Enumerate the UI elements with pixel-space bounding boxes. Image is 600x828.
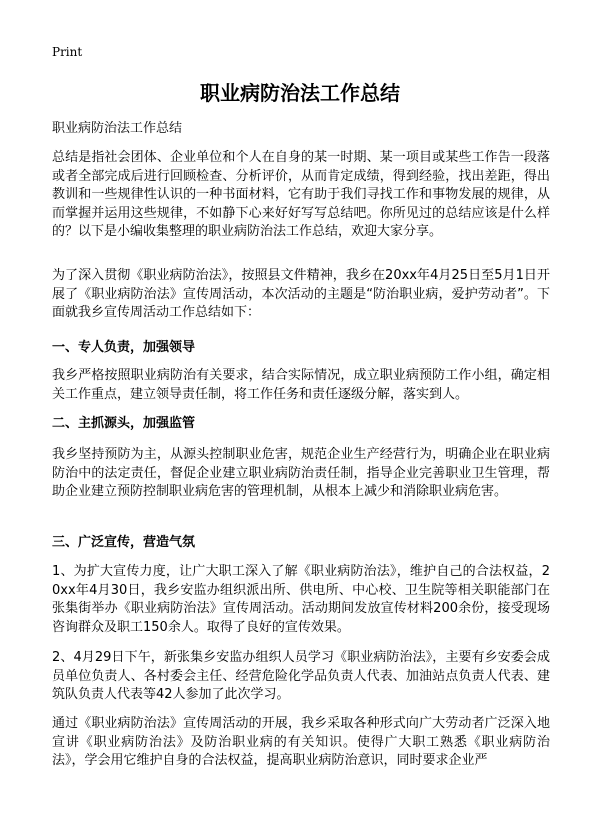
section1-heading: 一、专人负责，加强领导	[52, 340, 196, 355]
section2-heading: 二、主抓源头，加强监管	[52, 416, 196, 431]
section3-heading: 三、广泛宣传，营造气氛	[52, 535, 196, 550]
document-title: 职业病防治法工作总结	[200, 81, 400, 105]
section3-item-2: 2、4月29日下午，新张集乡安监办组织人员学习《职业病防治法》，主要有乡安委会成员单位负责人、各村委会主任、经营危险化学品负责人代表、加油站点负责人代表、建筑队负责人代表等42人参加了此次学习。	[52, 650, 550, 703]
document-subtitle: 职业病防治法工作总结	[52, 121, 183, 136]
intro-paragraph: 总结是指社会团体、企业单位和个人在自身的某一时期、某一项目或某些工作告一段落或者全部完成后进行回顾检查、分析评价，从而肯定成绩，得到经验，找出差距，得出教训和一些规律性认识的一种书面材料，它有助于我们寻找工作和事物发展的规律，从而掌握并运用这些规律，不如静下心来好好写写总结吧。你所见过的总结应该是什么样的？以下是小编收集整理的职业病防治法工作总结，欢迎大家分享。	[52, 150, 550, 240]
section3-item-1: 1、为扩大宣传力度，让广大职工深入了解《职业病防治法》，维护自己的合法权益，20xx年4月30日，我乡安监办组织派出所、供电所、中心校、卫生院等相关职能部门在张集街举办《职业病防治法》宣传周活动。活动期间发放宣传材料200余份，接受现场咨询群众及职工150余人。取得了良好的宣传效果。	[52, 564, 550, 635]
closing-paragraph: 通过《职业病防治法》宣传周活动的开展，我乡采取各种形式向广大劳动者广泛深入地宣讲《职业病防治法》及防治职业病的有关知识。使得广大职工熟悉《职业病防治法》，学会用它维护自身的合法权益，提高职业病防治意识，同时要求企业严	[52, 716, 550, 769]
opening-paragraph: 为了深入贯彻《职业病防治法》，按照县文件精神，我乡在20xx年4月25日至5月1日开展了《职业病防治法》宣传周活动，本次活动的主题是“防治职业病，爱护劳动者”。下面就我乡宣传周活动工作总结如下：	[52, 268, 550, 321]
section2-paragraph: 我乡坚持预防为主，从源头控制职业危害，规范企业生产经营行为，明确企业在职业病防治中的法定责任，督促企业建立职业病防治责任制，指导企业完善职业卫生管理，帮助企业建立预防控制职业病危害的管理机制，从根本上减少和消除职业病危害。	[52, 447, 550, 500]
print-label[interactable]: Print	[52, 45, 83, 59]
section1-paragraph: 我乡严格按照职业病防治有关要求，结合实际情况，成立职业病预防工作小组，确定相关工作重点，建立领导责任制，将工作任务和责任逐级分解，落实到人。	[52, 368, 550, 402]
